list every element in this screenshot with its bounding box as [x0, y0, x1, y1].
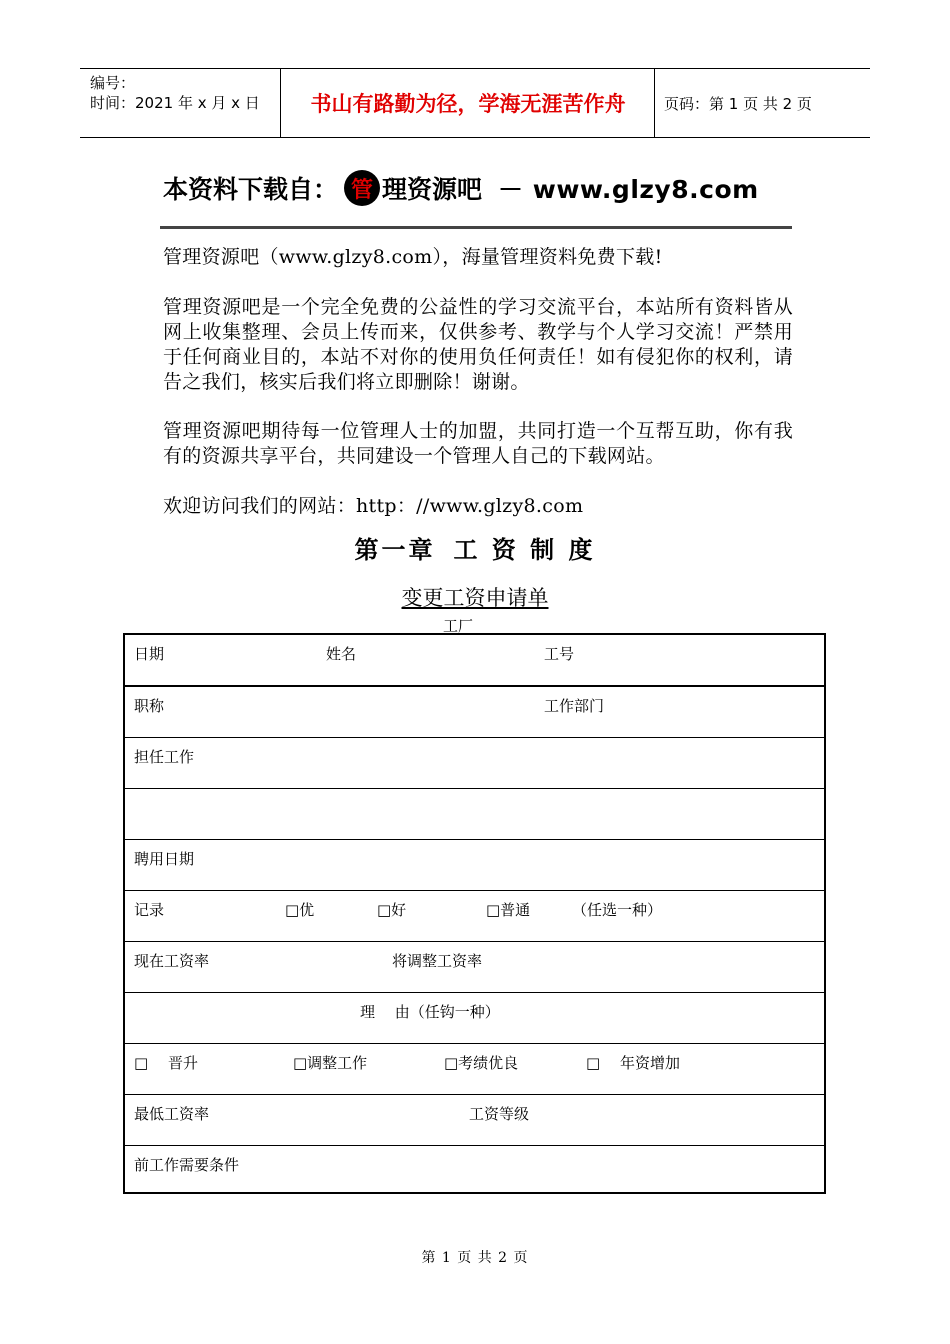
reason-performance-checkbox[interactable]: □考绩优良 [444, 1054, 519, 1072]
form-title: 变更工资申请单 [401, 586, 549, 610]
form-row [125, 1043, 824, 1094]
intro-paragraph: 管理资源吧是一个完全免费的公益性的学习交流平台，本站所有资料皆从网上收集整理、会员上传而来，仅供参考、教学与个人学习交流！严禁用于任何商业目的，本站不对你的使用负任何责任！如有侵犯你的权利，请告之我们，核实后我们将立即删除！谢谢。 [163, 296, 793, 393]
current-rate-label: 现在工资率 [134, 952, 210, 970]
name-label: 姓名 [326, 645, 357, 663]
form-row [125, 992, 824, 1043]
chapter-heading [0, 530, 950, 565]
factory-label: 工厂 [443, 617, 474, 635]
header-divider [280, 69, 281, 137]
record-normal-checkbox[interactable]: □普通 [486, 901, 531, 919]
department-label: 工作部门 [544, 697, 605, 715]
form-row [125, 788, 824, 839]
banner-site-url: － www.glzy8.com [498, 175, 759, 204]
form-row [125, 839, 824, 890]
form-row [125, 890, 824, 941]
chapter-title: 工 资 制 度 [453, 536, 596, 564]
prior-requirements-label: 前工作需要条件 [134, 1156, 240, 1174]
download-banner [163, 170, 759, 206]
doc-date: 时间：2021 年 x 月 x 日 [90, 94, 260, 112]
reason-label: 理 由（任钩一种） [360, 1003, 500, 1021]
header-divider [654, 69, 655, 137]
banner-site-name: 理资源吧 [382, 175, 483, 204]
header-page-info: 页码：第 1 页 共 2 页 [664, 94, 812, 113]
position-label: 担任工作 [134, 748, 195, 766]
form-row [125, 1145, 824, 1193]
new-rate-label: 将调整工资率 [392, 952, 483, 970]
record-excellent-checkbox[interactable]: □优 [285, 901, 315, 919]
intro-line: 管理资源吧（www.glzy8.com），海量管理资料免费下载! [163, 246, 663, 268]
page-footer: 第 1 页 共 2 页 [421, 1250, 529, 1266]
website-line: 欢迎访问我们的网站：http：//www.glzy8.com [163, 495, 584, 517]
hire-date-label: 聘用日期 [134, 850, 195, 868]
form-row [125, 1094, 824, 1145]
logo-icon: 管 [344, 170, 380, 206]
reason-promotion-checkbox[interactable]: □ 晋升 [134, 1054, 198, 1072]
record-note: （任选一种） [572, 901, 663, 919]
salary-change-form [123, 633, 826, 1194]
pay-grade-label: 工资等级 [469, 1105, 530, 1123]
form-row [125, 686, 824, 737]
header-left [90, 73, 260, 113]
record-label: 记录 [134, 901, 165, 919]
form-row [125, 941, 824, 992]
form-row [125, 737, 824, 788]
chapter-number: 第一章 [354, 536, 436, 564]
title-label: 职称 [134, 697, 165, 715]
intro-paragraph: 管理资源吧期待每一位管理人士的加盟，共同打造一个互帮互助，你有我有的资源共享平台，共同建设一个管理人自己的下载网站。 [163, 420, 793, 467]
banner-prefix: 本资料下载自： [163, 175, 339, 204]
doc-number-label: 编号： [90, 74, 136, 92]
page-header [80, 68, 870, 138]
banner-divider [160, 226, 792, 229]
header-motto: 书山有路勤为径，学海无涯苦作舟 [310, 91, 626, 116]
min-rate-label: 最低工资率 [134, 1105, 210, 1123]
date-label: 日期 [134, 645, 165, 663]
employee-id-label: 工号 [544, 645, 575, 663]
form-row [125, 635, 824, 686]
reason-seniority-checkbox[interactable]: □ 年资增加 [586, 1054, 680, 1072]
reason-transfer-checkbox[interactable]: □调整工作 [293, 1054, 368, 1072]
record-good-checkbox[interactable]: □好 [377, 901, 407, 919]
